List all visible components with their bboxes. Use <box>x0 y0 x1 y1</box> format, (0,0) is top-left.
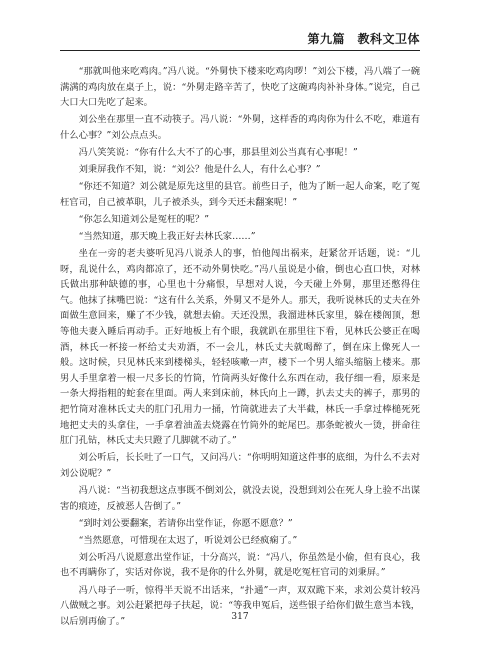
paragraph: 刘公听冯八说愿意出堂作证，十分高兴，说：“冯八，你虽然是小偷，但有良心，我也不再瞒你了，实话对你说，我不是你的什么外舅，就是吃冤枉官司的刘秉屏。” <box>60 551 420 579</box>
page-number: 317 <box>231 612 249 622</box>
paragraph: “你怎么知道刘公是冤枉的呢？” <box>78 213 209 225</box>
paragraph: “那就叫他来吃鸡肉。”冯八说。“外舅快下楼来吃鸡肉啰！”刘公下楼，冯八端了一碗满满的鸡肉放在桌子上，说：“外舅走路辛苦了，快吃了这碗鸡肉补补身体。”说完，自己大口大口先吃了起来。 <box>60 66 420 109</box>
paragraph: 刘秉屏我作不知，说：“刘公？他是什么人，有什么心事？” <box>78 164 321 176</box>
paragraph: 冯八说：“当初我想这点事既不倒刘公，就没去说，没想到刘公在死人身上验不出谋害的痕迹，反被恶人告倒了。” <box>60 484 420 512</box>
paragraph: “你还不知道？刘公就是原先这里的县官。前些日子，他为了断一起人命案，吃了冤枉官司，自己被革职，儿子被杀头，到今天还未翻案呢！” <box>60 181 420 208</box>
running-header <box>60 28 420 51</box>
paragraph: 刘公听后，长长吐了一口气，又问冯八：“你明明知道这件事的底细，为什么不去对刘公说呢？” <box>60 452 420 479</box>
paragraph: “当然知道，那天晚上我正好去林氏家……” <box>78 230 256 242</box>
paragraph: 刘公坐在那里一直不动筷子。冯八说：“外舅，这样香的鸡肉你为什么不吃，难道有什么心事？”刘公点点头。 <box>60 114 420 141</box>
paragraph: “到时刘公要翻案，若请你出堂作证，你愿不愿意？” <box>78 517 293 529</box>
paragraph: “当然愿意，可惜现在太迟了，听说刘公已经疯痫了。” <box>78 534 298 546</box>
body-text <box>60 64 420 631</box>
paragraph: 坐在一旁的老夫婆听见冯八说杀人的事，怕他闯出祸来，赶紧岔开话题，说：“儿呀，乱说什么，鸡肉都凉了，还不动外舅快吃。”冯八虽说是小偷，倒也心直口快，对林氏做出那种缺德的事，心里也十分痛恨，早想对人说，今天碰上外舅，那里还憋得住气。他抹了抹嘴巴说：“这有什么关系，外舅又不是外人。那天，我听说林氏的丈夫在外面做生意回来，赚了不少钱，就想去偷。天还没黑，我溜进林氏家里，躲在楼阁顶，想等他夫妻入睡后再动手。正好地板上有个眼，我就趴在那里往下看，见林氏公婆正在喝酒，林氏一杯接一杯给丈夫劝酒，不一会儿，林氏丈夫就喝醉了，倒在床上像死人一般。这时候，只见林氏来到楼梯头，轻轻咳嗽一声，楼下一个男人缩头缩脑上楼来。那男人手里拿着一根一尺多长的竹筒，竹筒两头好像什么东西在动，我仔细一看，原来是一条大拇指粗的蛇套在里面。两人来到床前，林氏向上一蹲，扒去丈夫的裤子，那男的把竹筒对准林氏丈夫的肛门孔用力一捅，竹筒就进去了大半截，林氏一手拿过棒槌死死地把丈夫的头拿住，一手拿着油盖去烧露在竹筒外的蛇尾巴。那条蛇被火一烫，拼命往肛门孔钻，林氏丈夫只蹬了几脚就不动了。” <box>60 248 420 447</box>
paragraph: 冯八笑笑说：“你有什么大不了的心事，那县里刘公当真有心事呢！” <box>78 146 358 158</box>
paragraph: 冯八母子一听，惊得半天说不出话来，“扑通”一声，双双跪下来，求刘公莫计较冯八做贼之事。刘公赶紧把母子扶起，说：“等我申冤后，送些银子给你们做生意当本钱，以后别再偷了。” <box>60 584 420 627</box>
section-title: 第九篇 教科文卫体 <box>307 32 420 46</box>
